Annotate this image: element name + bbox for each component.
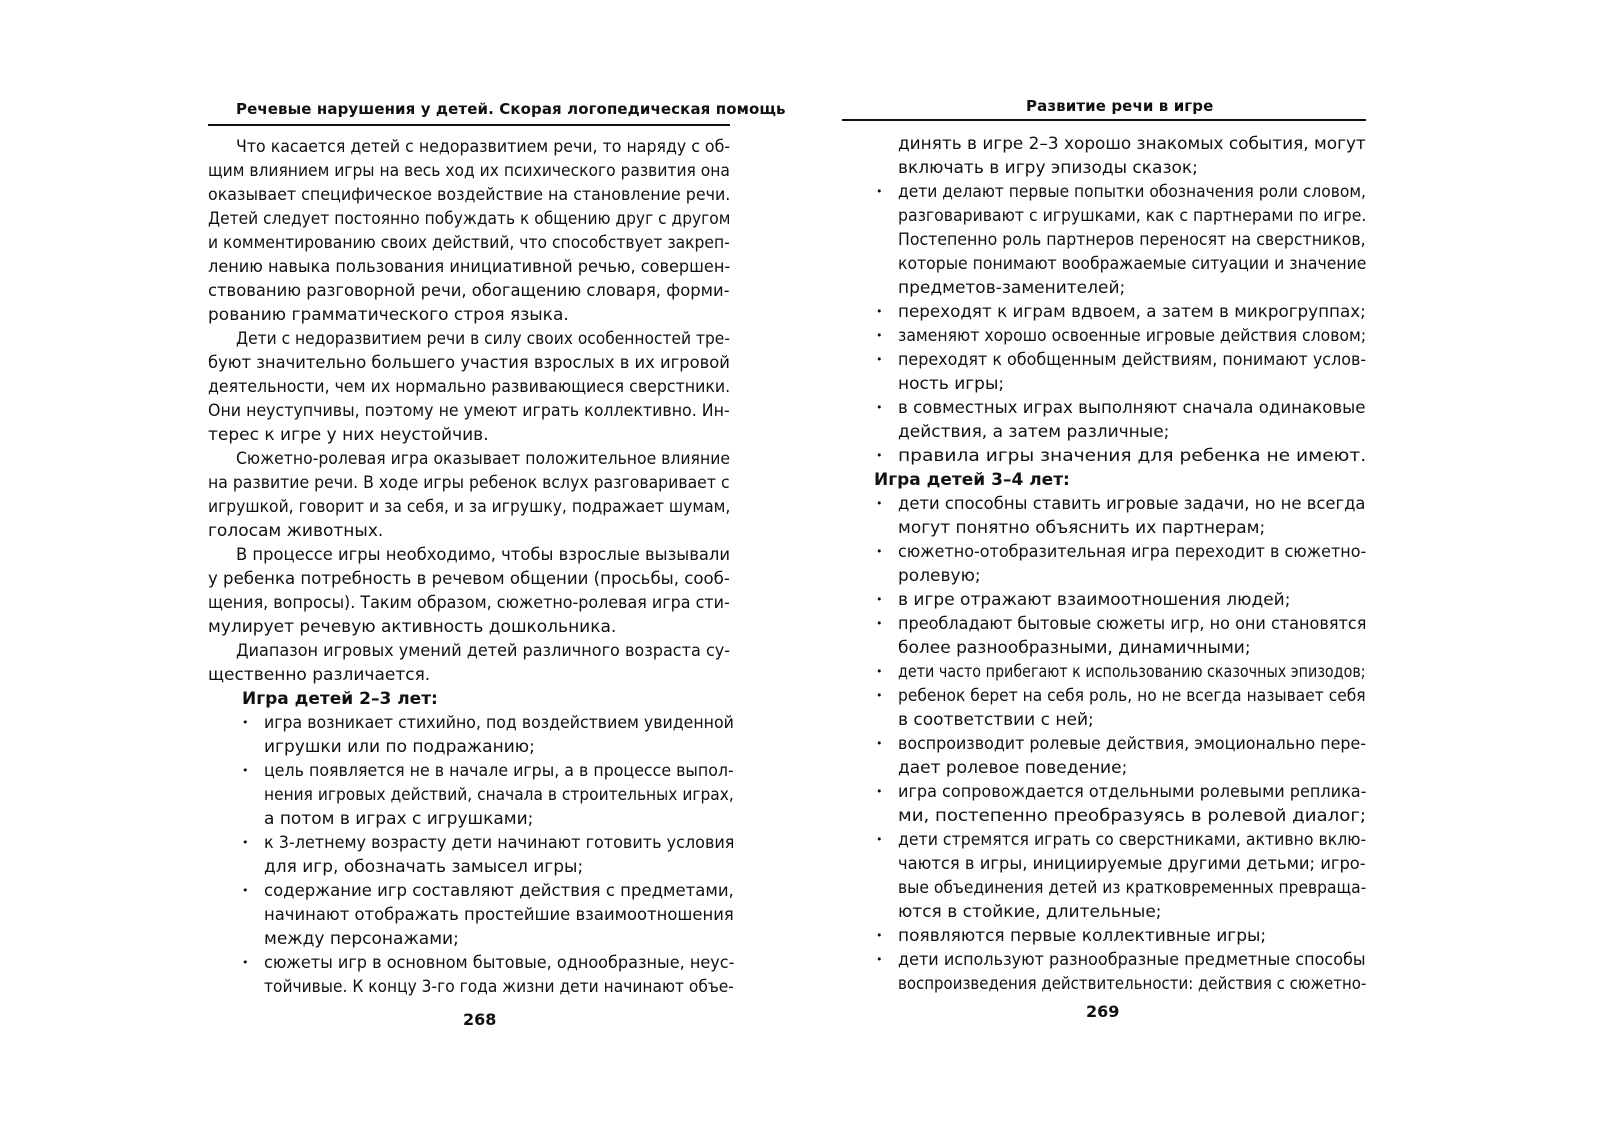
text-line: переходят к обобщенным действиям, понимают услов- xyxy=(898,350,1367,370)
text-line: начинают отображать простейшие взаимоотношения xyxy=(264,905,734,925)
bullet-marker: • xyxy=(242,836,249,849)
bullet-marker: • xyxy=(876,785,883,798)
text-line: игра сопровождается отдельными ролевыми реплика- xyxy=(898,782,1367,802)
bullet-marker: • xyxy=(876,593,883,606)
text-line: дети делают первые попытки обозначения роли словом, xyxy=(898,182,1366,202)
text-line: переходят к играм вдвоем, а затем в микрогруппах; xyxy=(898,302,1366,322)
text-line: дети способны ставить игровые задачи, но не всегда xyxy=(898,494,1366,514)
bullet-marker: • xyxy=(242,716,249,729)
page-number-left: 268 xyxy=(463,1010,497,1029)
bullet-marker: • xyxy=(876,449,883,462)
text-line: ролевую; xyxy=(898,566,981,586)
text-line: предметов-заменителей; xyxy=(898,278,1126,298)
text-line: правила игры значения для ребенка не имеют. xyxy=(898,446,1367,466)
text-line: лению навыка пользования инициативной речью, совершен- xyxy=(208,257,731,277)
text-line: и комментированию своих действий, что способствует закреп- xyxy=(208,233,730,253)
bullet-marker: • xyxy=(876,305,883,318)
text-line: цель появляется не в начале игры, а в процессе выпол- xyxy=(264,761,734,781)
bullet-marker: • xyxy=(876,953,883,966)
text-line: тойчивые. К концу 3-го года жизни дети начинают объе- xyxy=(264,977,734,997)
running-head-right: Развитие речи в игре xyxy=(1026,97,1214,115)
bullet-marker: • xyxy=(876,689,883,702)
text-line: вые объединения детей из кратковременных превраща- xyxy=(898,878,1367,898)
text-line: Детей следует постоянно побуждать к общению друг с другом xyxy=(208,209,731,229)
bullet-marker: • xyxy=(876,185,883,198)
text-line: дети часто прибегают к использованию сказочных эпизодов; xyxy=(898,662,1366,682)
text-line: оказывает специфическое воздействие на становление речи. xyxy=(208,185,731,205)
text-line: на развитие речи. В ходе игры ребенок вслух разговаривает с xyxy=(208,473,730,493)
bullet-marker: • xyxy=(242,956,249,969)
text-line: ми, постепенно преобразуясь в ролевой диалог; xyxy=(898,806,1367,826)
text-line: В процессе игры необходимо, чтобы взрослые вызывали xyxy=(236,545,731,565)
text-line: преобладают бытовые сюжеты игр, но они становятся xyxy=(898,614,1367,634)
text-line: игрушки или по подражанию; xyxy=(264,737,535,757)
bullet-marker: • xyxy=(876,737,883,750)
text-line: в совместных играх выполняют сначала одинаковые xyxy=(898,398,1366,418)
text-line: щения, вопросы). Таким образом, сюжетно-ролевая игра сти- xyxy=(208,593,730,613)
bullet-marker: • xyxy=(876,929,883,942)
text-line: заменяют хорошо освоенные игровые действия словом; xyxy=(898,326,1367,346)
running-head-left: Речевые нарушения у детей. Скорая логопедическая помощь xyxy=(236,100,786,118)
text-line: в соответствии с ней; xyxy=(898,710,1094,730)
text-line: рованию грамматического строя языка. xyxy=(208,305,569,325)
text-line: к 3-летнему возрасту дети начинают готовить условия xyxy=(264,833,735,853)
text-line: Дети с недоразвитием речи в силу своих особенностей тре- xyxy=(236,329,730,349)
text-line: игра возникает стихийно, под воздействием увиденной xyxy=(264,713,734,733)
bullet-marker: • xyxy=(876,353,883,366)
text-line: воспроизведения действительности: действия с сюжетно- xyxy=(898,974,1367,994)
text-line: включать в игру эпизоды сказок; xyxy=(898,158,1198,178)
text-line: ность игры; xyxy=(898,374,1005,394)
running-head-rule-left xyxy=(208,124,730,126)
section-heading: Игра детей 3–4 лет: xyxy=(874,470,1070,490)
text-line: сюжетно-отобразительная игра переходит в сюжетно- xyxy=(898,542,1367,562)
section-heading: Игра детей 2–3 лет: xyxy=(242,689,438,709)
text-line: а потом в играх с игрушками; xyxy=(264,809,534,829)
text-line: разговаривают с игрушками, как с партнерами по игре. xyxy=(898,206,1367,226)
left-page xyxy=(0,0,800,1132)
text-line: содержание игр составляют действия с предметами, xyxy=(264,881,734,901)
text-line: появляются первые коллективные игры; xyxy=(898,926,1267,946)
text-line: деятельности, чем их нормально развивающиеся сверстники. xyxy=(208,377,731,397)
bullet-marker: • xyxy=(876,329,883,342)
text-line: голосам животных. xyxy=(208,521,384,541)
text-line: дети стремятся играть со сверстниками, активно вклю- xyxy=(898,830,1367,850)
page-number-right: 269 xyxy=(1086,1002,1120,1021)
text-line: более разнообразными, динамичными; xyxy=(898,638,1251,658)
text-line: щественно различается. xyxy=(208,665,431,685)
text-line: для игр, обозначать замысел игры; xyxy=(264,857,584,877)
bullet-marker: • xyxy=(876,665,883,678)
text-line: нения игровых действий, сначала в строительных играх, xyxy=(264,785,734,805)
text-line: чаются в игры, инициируемые другими детьми; игро- xyxy=(898,854,1366,874)
text-line: терес к игре у них неустойчив. xyxy=(208,425,489,445)
text-line: ствованию разговорной речи, обогащению словаря, форми- xyxy=(208,281,730,301)
text-line: Диапазон игровых умений детей различного возраста су- xyxy=(236,641,731,661)
bullet-marker: • xyxy=(876,617,883,630)
text-line: Сюжетно-ролевая игра оказывает положительное влияние xyxy=(236,449,730,469)
text-line: ются в стойкие, длительные; xyxy=(898,902,1162,922)
text-line: сюжеты игр в основном бытовые, однообразные, неус- xyxy=(264,953,735,973)
text-line: дети используют разнообразные предметные способы xyxy=(898,950,1366,970)
text-line: буют значительно большего участия взрослых в их игровой xyxy=(208,353,730,373)
text-line: которые понимают воображаемые ситуации и значение xyxy=(898,254,1367,274)
text-line: Они неуступчивы, поэтому не умеют играть коллективно. Ин- xyxy=(208,401,730,421)
text-line: у ребенка потребность в речевом общении (просьбы, сооб- xyxy=(208,569,730,589)
bullet-marker: • xyxy=(242,764,249,777)
text-line: дает ролевое поведение; xyxy=(898,758,1128,778)
text-line: между персонажами; xyxy=(264,929,459,949)
bullet-marker: • xyxy=(876,401,883,414)
bullet-marker: • xyxy=(876,545,883,558)
text-line: мулирует речевую активность дошкольника. xyxy=(208,617,617,637)
text-line: ребенок берет на себя роль, но не всегда называет себя xyxy=(898,686,1366,706)
right-page xyxy=(800,0,1601,1132)
running-head-rule-right xyxy=(842,119,1366,121)
bullet-marker: • xyxy=(242,884,249,897)
text-line: игрушкой, говорит и за себя, и за игрушку, подражает шумам, xyxy=(208,497,731,517)
text-line: Постепенно роль партнеров переносят на сверстников, xyxy=(898,230,1366,250)
text-line: динять в игре 2–3 хорошо знакомых события, могут xyxy=(898,134,1366,154)
text-line: воспроизводит ролевые действия, эмоционально пере- xyxy=(898,734,1366,754)
text-line: действия, а затем различные; xyxy=(898,422,1170,442)
text-line: могут понятно объяснить их партнерам; xyxy=(898,518,1266,538)
text-line: Что касается детей с недоразвитием речи, то наряду с об- xyxy=(236,137,731,157)
bullet-marker: • xyxy=(876,833,883,846)
text-line: щим влиянием игры на весь ход их психического развития она xyxy=(208,161,730,181)
text-line: в игре отражают взаимоотношения людей; xyxy=(898,590,1291,610)
bullet-marker: • xyxy=(876,497,883,510)
